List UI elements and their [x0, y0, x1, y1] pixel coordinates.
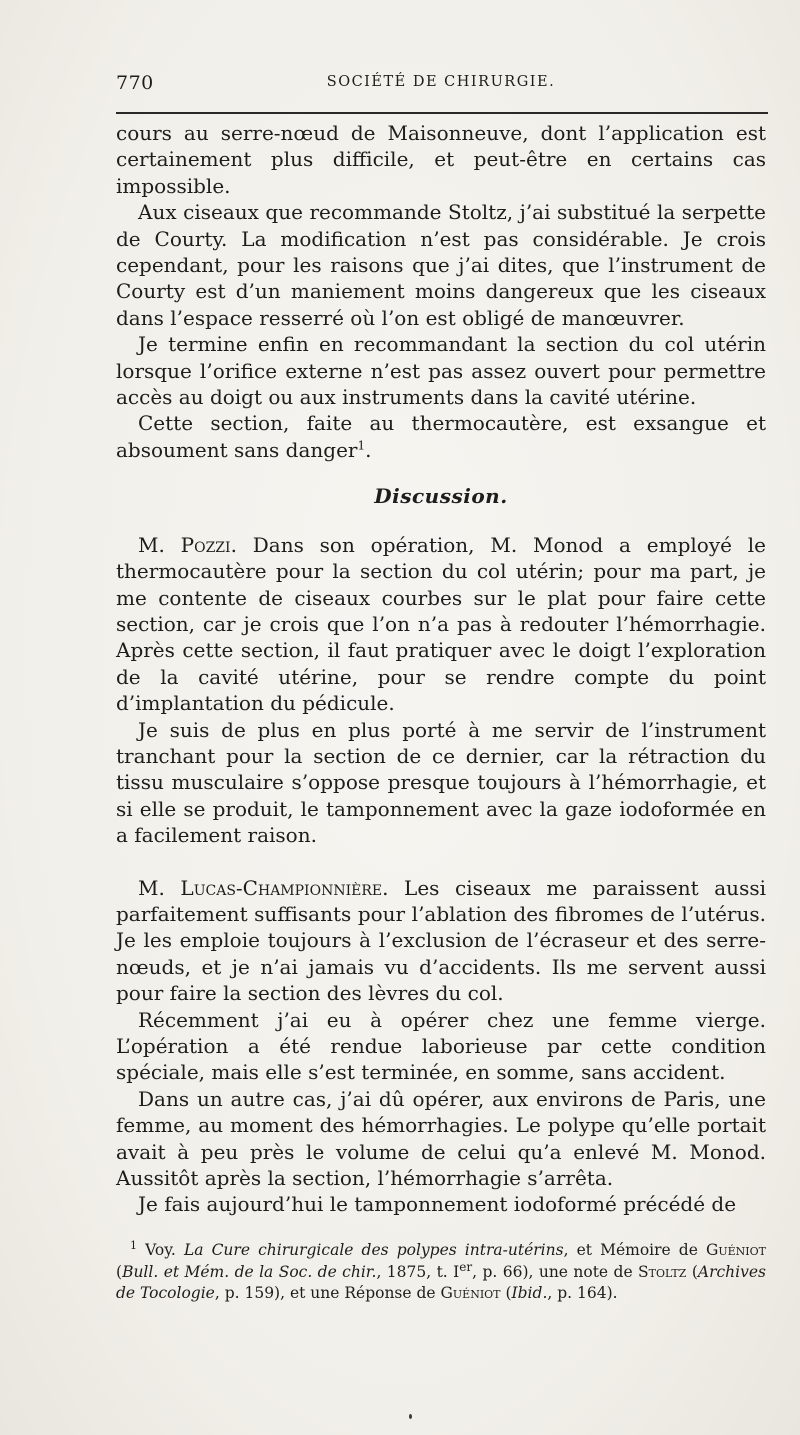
footnote-ibid: Ibid. — [511, 1284, 548, 1302]
footnote-journal: Archives de Tocologie — [116, 1262, 766, 1302]
footnote-journal: Bull. et Mém. de la Soc. de chir. — [122, 1262, 377, 1281]
paragraph: Aux ciseaux que recommande Stoltz, j’ai substitué la serpette de Courty. La modification n’est pas considérable. Je crois cependant, pour les raisons que j’ai dites, que l’instrument de Courty est d’un maniement moins dangereux que les ciseaux dans l’espace resserré où l’on est obligé de manœuvrer. — [116, 200, 766, 330]
footnote-title: La Cure chirurgicale des polypes intra-utérins — [183, 1241, 564, 1259]
footnote-segment: ( — [500, 1284, 512, 1302]
footnote-text — [116, 1240, 766, 1305]
ink-speck — [409, 1414, 412, 1419]
paragraph — [116, 532, 766, 717]
footnote-superscript: er — [459, 1259, 473, 1274]
paragraph: Je fais aujourd’hui le tamponnement iodoformé précédé de — [138, 1192, 737, 1217]
paragraph — [116, 875, 766, 1007]
footnote-segment: ( — [116, 1262, 123, 1281]
header-rule — [116, 112, 768, 114]
speaker-name: M. Lucas-Championnière. — [138, 875, 389, 900]
footnote-segment: Voy. — [137, 1241, 184, 1259]
footnote-segment: , p. 159), et une Réponse de — [214, 1284, 441, 1302]
paragraph: Récemment j’ai eu à opérer chez une femme vierge. L’opération a été rendue laborieuse par cette condition spéciale, mais elle s’est terminée, en somme, sans accident. — [116, 1007, 766, 1085]
paragraph: Je suis de plus en plus porté à me servir de l’instrument tranchant pour la section de ce dernier, car la rétraction du tissu musculaire s’oppose presque toujours à l’hémorrhagie, et si elle se produit, le tamponnement avec la gaze iodoformée en a facilement raison. — [116, 717, 766, 848]
discussion-heading: Discussion. — [374, 484, 508, 509]
footnote-author: Stoltz — [638, 1262, 687, 1281]
paragraph: cours au serre-nœud de Maisonneuve, dont l’application est certainement plus difficile, et peut-être en certains cas impossible. — [116, 121, 766, 198]
footnote-segment: ( — [686, 1262, 698, 1281]
running-title: SOCIÉTÉ DE CHIRURGIE. — [326, 74, 556, 90]
page-number: 770 — [116, 72, 154, 94]
footnote — [116, 1240, 766, 1305]
paragraph-end: . — [365, 437, 372, 462]
page-header — [116, 72, 766, 100]
paragraph-text: Dans son opération, M. Monod a employé le thermocautère pour la section du col utérin; pour ma part, je me contente de ciseaux courbes sur le plat pour faire cette section, car je crois que l’on n’a pas à redouter l’hémorrhagie. Après cette section, il faut pratiquer avec le doigt l’exploration de la cavité utérine, pour se rendre compte du point d’implantation du pédicule. — [116, 532, 766, 716]
body-text — [116, 120, 766, 1218]
footnote-reference: 1 — [357, 438, 366, 453]
paragraph-text: Cette section, faite au thermocautère, est exsangue et absoument sans danger — [116, 411, 766, 462]
footnote-mark: 1 — [130, 1238, 137, 1252]
footnote-author: Guéniot — [440, 1284, 501, 1302]
footnote-segment: , et Mémoire de — [563, 1241, 706, 1259]
paragraph-text: Les ciseaux me paraissent aussi parfaitement suffisants pour l’ablation des fibromes de l’utérus. Je les emploie toujours à l’exclusion de l’écraseur et des serre-nœuds, et je n’ai jamais vu d’accidents. Ils me servent aussi pour faire la section des lèvres du col. — [116, 875, 766, 1006]
paragraph — [116, 410, 766, 463]
footnote-segment: , p. 66), une note de — [472, 1262, 639, 1281]
speaker-name: M. Pozzi. — [138, 532, 237, 557]
paragraph: Dans un autre cas, j’ai dû opérer, aux environs de Paris, une femme, au moment des hémorrhagies. Le polype qu’elle portait avait à peu près le volume de celui qu’a enlevé M. Monod. Aussitôt après la section, l’hémorrhagie s’arrêta. — [116, 1086, 766, 1191]
footnote-segment: , p. 164). — [547, 1284, 618, 1302]
paragraph: Je termine enfin en recommandant la section du col utérin lorsque l’orifice externe n’est pas assez ouvert pour permettre accès au doigt ou aux instruments dans la cavité utérine. — [116, 332, 766, 410]
footnote-author: Guéniot — [706, 1241, 767, 1259]
footnote-segment: , 1875, t. I — [376, 1262, 460, 1281]
